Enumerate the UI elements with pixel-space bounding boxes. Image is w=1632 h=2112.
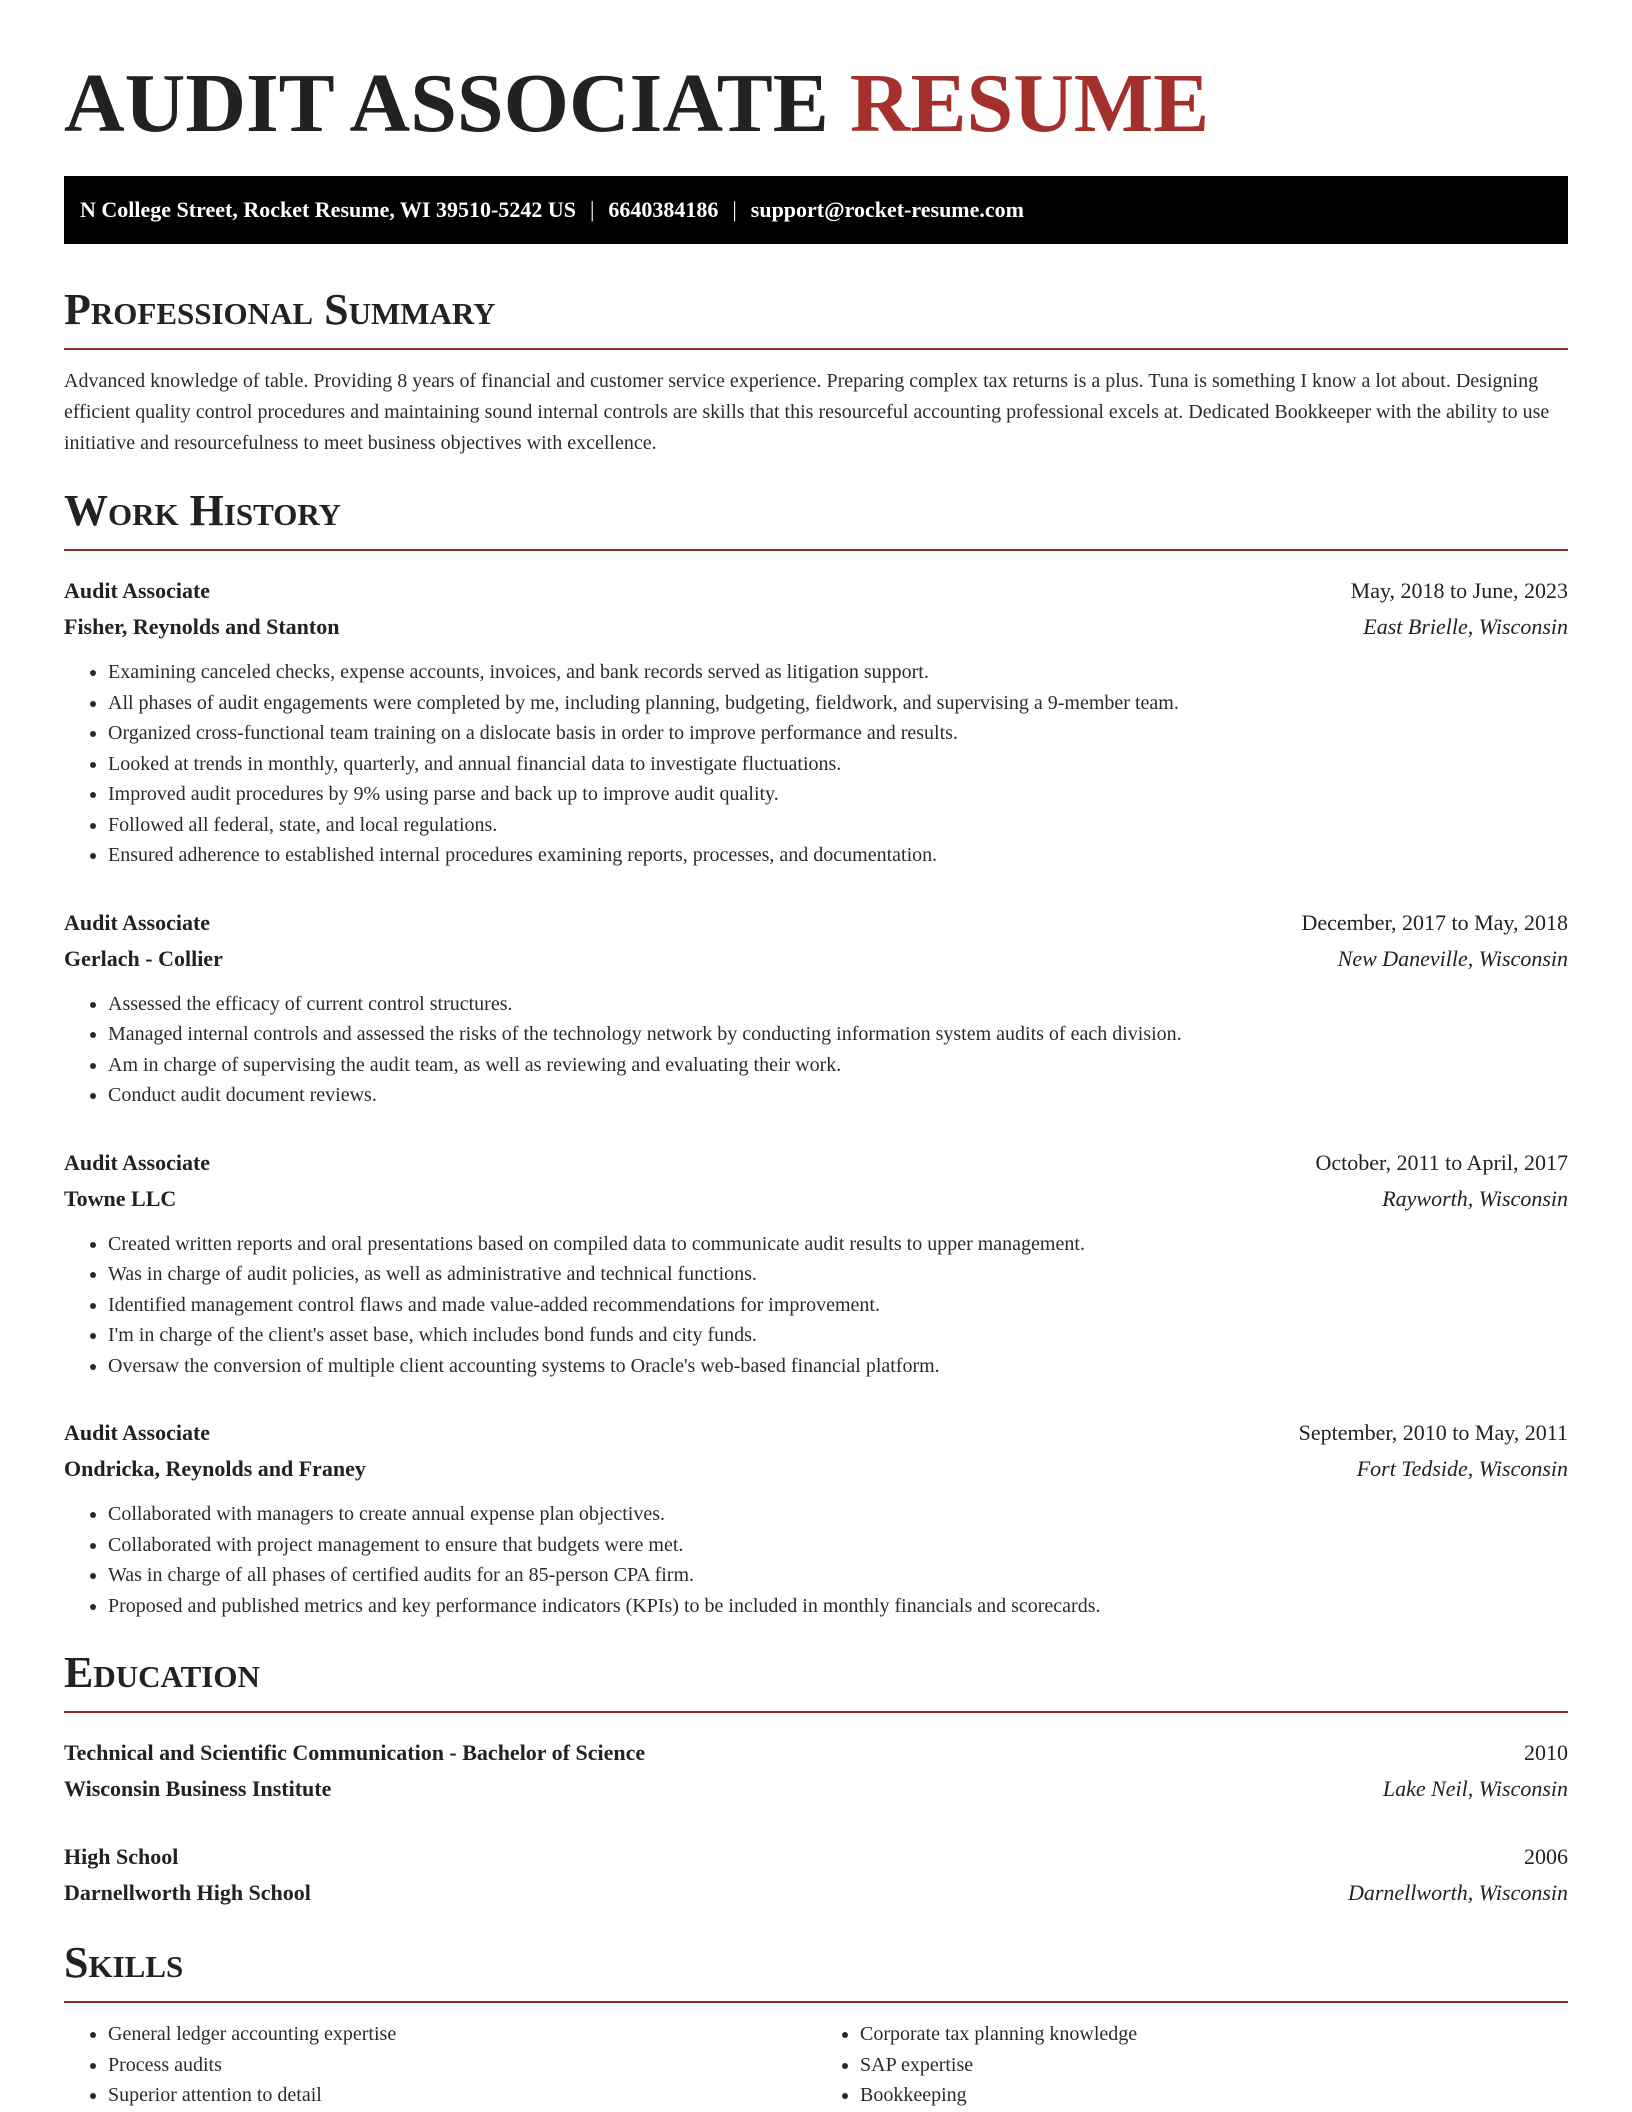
job-bullet: • Created written reports and oral presentations based on compiled data to communicate audit results to upper management. [108, 1229, 1568, 1260]
job-bullets [64, 657, 1568, 871]
job-bullet: • Was in charge of all phases of certified audits for an 85-person CPA firm. [108, 1560, 1568, 1591]
section-heading-education: Education [64, 1647, 1568, 1713]
section-heading-work-history: Work History [64, 485, 1568, 551]
job-company-row [64, 609, 1568, 645]
job-bullet: • Collaborated with managers to create annual expense plan objectives. [108, 1499, 1568, 1530]
education-degree-row [64, 1839, 1568, 1875]
job-dates: October, 2011 to April, 2017 [1315, 1149, 1568, 1175]
resume-title [64, 0, 1568, 152]
skills-grid [64, 2019, 1568, 2111]
job-company: Gerlach - Collier [64, 945, 223, 971]
skill-item: • Superior attention to detail [108, 2080, 816, 2111]
contact-address: N College Street, Rocket Resume, WI 39510-5242 US [80, 197, 576, 222]
education-school: Wisconsin Business Institute [64, 1776, 332, 1801]
skills-column-left [64, 2019, 816, 2111]
job-dates: December, 2017 to May, 2018 [1301, 909, 1568, 935]
job-bullet: • Oversaw the conversion of multiple client accounting systems to Oracle's web-based financial platform. [108, 1351, 1568, 1382]
education-list [64, 1735, 1568, 1911]
job-header-row [64, 573, 1568, 609]
contact-bar [64, 176, 1568, 244]
skill-item: • Corporate tax planning knowledge [860, 2019, 1568, 2050]
job-company-row [64, 941, 1568, 977]
job-entry [64, 905, 1568, 1111]
job-dates: May, 2018 to June, 2023 [1350, 578, 1568, 603]
job-bullet: • Improved audit procedures by 9% using parse and back up to improve audit quality. [108, 779, 1568, 810]
job-title: Audit Associate [64, 578, 211, 603]
job-company: Towne LLC [64, 1185, 177, 1211]
skill-item: • Process audits [108, 2050, 816, 2081]
job-bullet: • Conduct audit document reviews. [108, 1080, 1568, 1111]
job-header-row [64, 1415, 1568, 1451]
education-school-row [64, 1771, 1568, 1807]
contact-email[interactable]: support@rocket-resume.com [750, 197, 1024, 222]
education-year: 2006 [1524, 1844, 1568, 1869]
education-degree: Technical and Scientific Communication - Bachelor of Science [64, 1740, 646, 1765]
job-bullet: • Examining canceled checks, expense accounts, invoices, and bank records served as litigation support. [108, 657, 1568, 688]
job-entry [64, 573, 1568, 871]
education-year: 2010 [1524, 1740, 1568, 1765]
contact-separator: | [732, 197, 737, 222]
job-bullet: • I'm in charge of the client's asset base, which includes bond funds and city funds. [108, 1320, 1568, 1351]
job-header-row [64, 905, 1568, 941]
job-bullet: • Followed all federal, state, and local regulations. [108, 810, 1568, 841]
resume-title-main: AUDIT ASSOCIATE [64, 57, 829, 150]
job-bullet: • Organized cross-functional team training on a dislocate basis in order to improve performance and results. [108, 718, 1568, 749]
contact-phone: 6640384186 [608, 197, 719, 222]
job-dates: September, 2010 to May, 2011 [1298, 1420, 1568, 1445]
job-title: Audit Associate [64, 1149, 211, 1175]
education-location: Lake Neil, Wisconsin [1382, 1776, 1568, 1801]
skill-item: • Bookkeeping [860, 2080, 1568, 2111]
job-bullet: • Am in charge of supervising the audit team, as well as reviewing and evaluating their work. [108, 1050, 1568, 1081]
job-bullet: • Ensured adherence to established internal procedures examining reports, processes, and documentation. [108, 840, 1568, 871]
job-bullet: • Collaborated with project management to ensure that budgets were met. [108, 1530, 1568, 1561]
skills-column-right [816, 2019, 1568, 2111]
skill-item: • General ledger accounting expertise [108, 2019, 816, 2050]
resume-page [64, 0, 1568, 2111]
job-location: Rayworth, Wisconsin [1382, 1185, 1568, 1211]
education-school-row [64, 1875, 1568, 1911]
job-location: Fort Tedside, Wisconsin [1356, 1456, 1568, 1481]
job-bullets [64, 989, 1568, 1111]
job-entry [64, 1415, 1568, 1621]
job-title: Audit Associate [64, 909, 211, 935]
job-header-row [64, 1145, 1568, 1181]
contact-separator: | [589, 197, 595, 222]
resume-title-accent: RESUME [849, 57, 1210, 150]
job-bullet: • Assessed the efficacy of current control structures. [108, 989, 1568, 1020]
job-bullet: • Was in charge of audit policies, as well as administrative and technical functions. [108, 1259, 1568, 1290]
education-entry [64, 1735, 1568, 1807]
job-bullets [64, 1229, 1568, 1382]
job-location: East Brielle, Wisconsin [1363, 614, 1568, 639]
job-company-row [64, 1451, 1568, 1487]
job-entry [64, 1145, 1568, 1382]
job-bullet: • Managed internal controls and assessed the risks of the technology network by conducting information system audits of each division. [108, 1019, 1568, 1050]
job-location: New Daneville, Wisconsin [1337, 945, 1568, 971]
education-location: Darnellworth, Wisconsin [1347, 1880, 1568, 1905]
job-bullets [64, 1499, 1568, 1621]
job-bullet: • All phases of audit engagements were completed by me, including planning, budgeting, fieldwork, and supervising a 9-member team. [108, 688, 1568, 719]
education-degree-row [64, 1735, 1568, 1771]
job-bullet: • Identified management control flaws and made value-added recommendations for improvement. [108, 1290, 1568, 1321]
job-bullet: • Looked at trends in monthly, quarterly, and annual financial data to investigate fluctuations. [108, 749, 1568, 780]
job-company-row [64, 1181, 1568, 1217]
job-company: Ondricka, Reynolds and Franey [64, 1456, 366, 1481]
skill-item: • SAP expertise [860, 2050, 1568, 2081]
summary-text: Advanced knowledge of table. Providing 8 years of financial and customer service experience. Preparing complex tax returns is a plus. Tuna is something I know a lot about. Designing efficient quality control procedures and maintaining sound internal controls are skills that this resourceful accounting professional excels at. Dedicated Bookkeeper with the ability to use initiative and resourcefulness to meet business objectives with excellence. [64, 370, 1550, 454]
section-heading-skills: Skills [64, 1937, 1568, 2003]
education-degree: High School [64, 1844, 179, 1869]
job-company: Fisher, Reynolds and Stanton [64, 614, 340, 639]
job-bullet: • Proposed and published metrics and key performance indicators (KPIs) to be included in monthly financials and scorecards. [108, 1591, 1568, 1622]
education-school: Darnellworth High School [64, 1880, 311, 1905]
education-entry [64, 1839, 1568, 1911]
section-heading-summary: Professional Summary [64, 284, 1568, 350]
job-title: Audit Associate [64, 1420, 211, 1445]
